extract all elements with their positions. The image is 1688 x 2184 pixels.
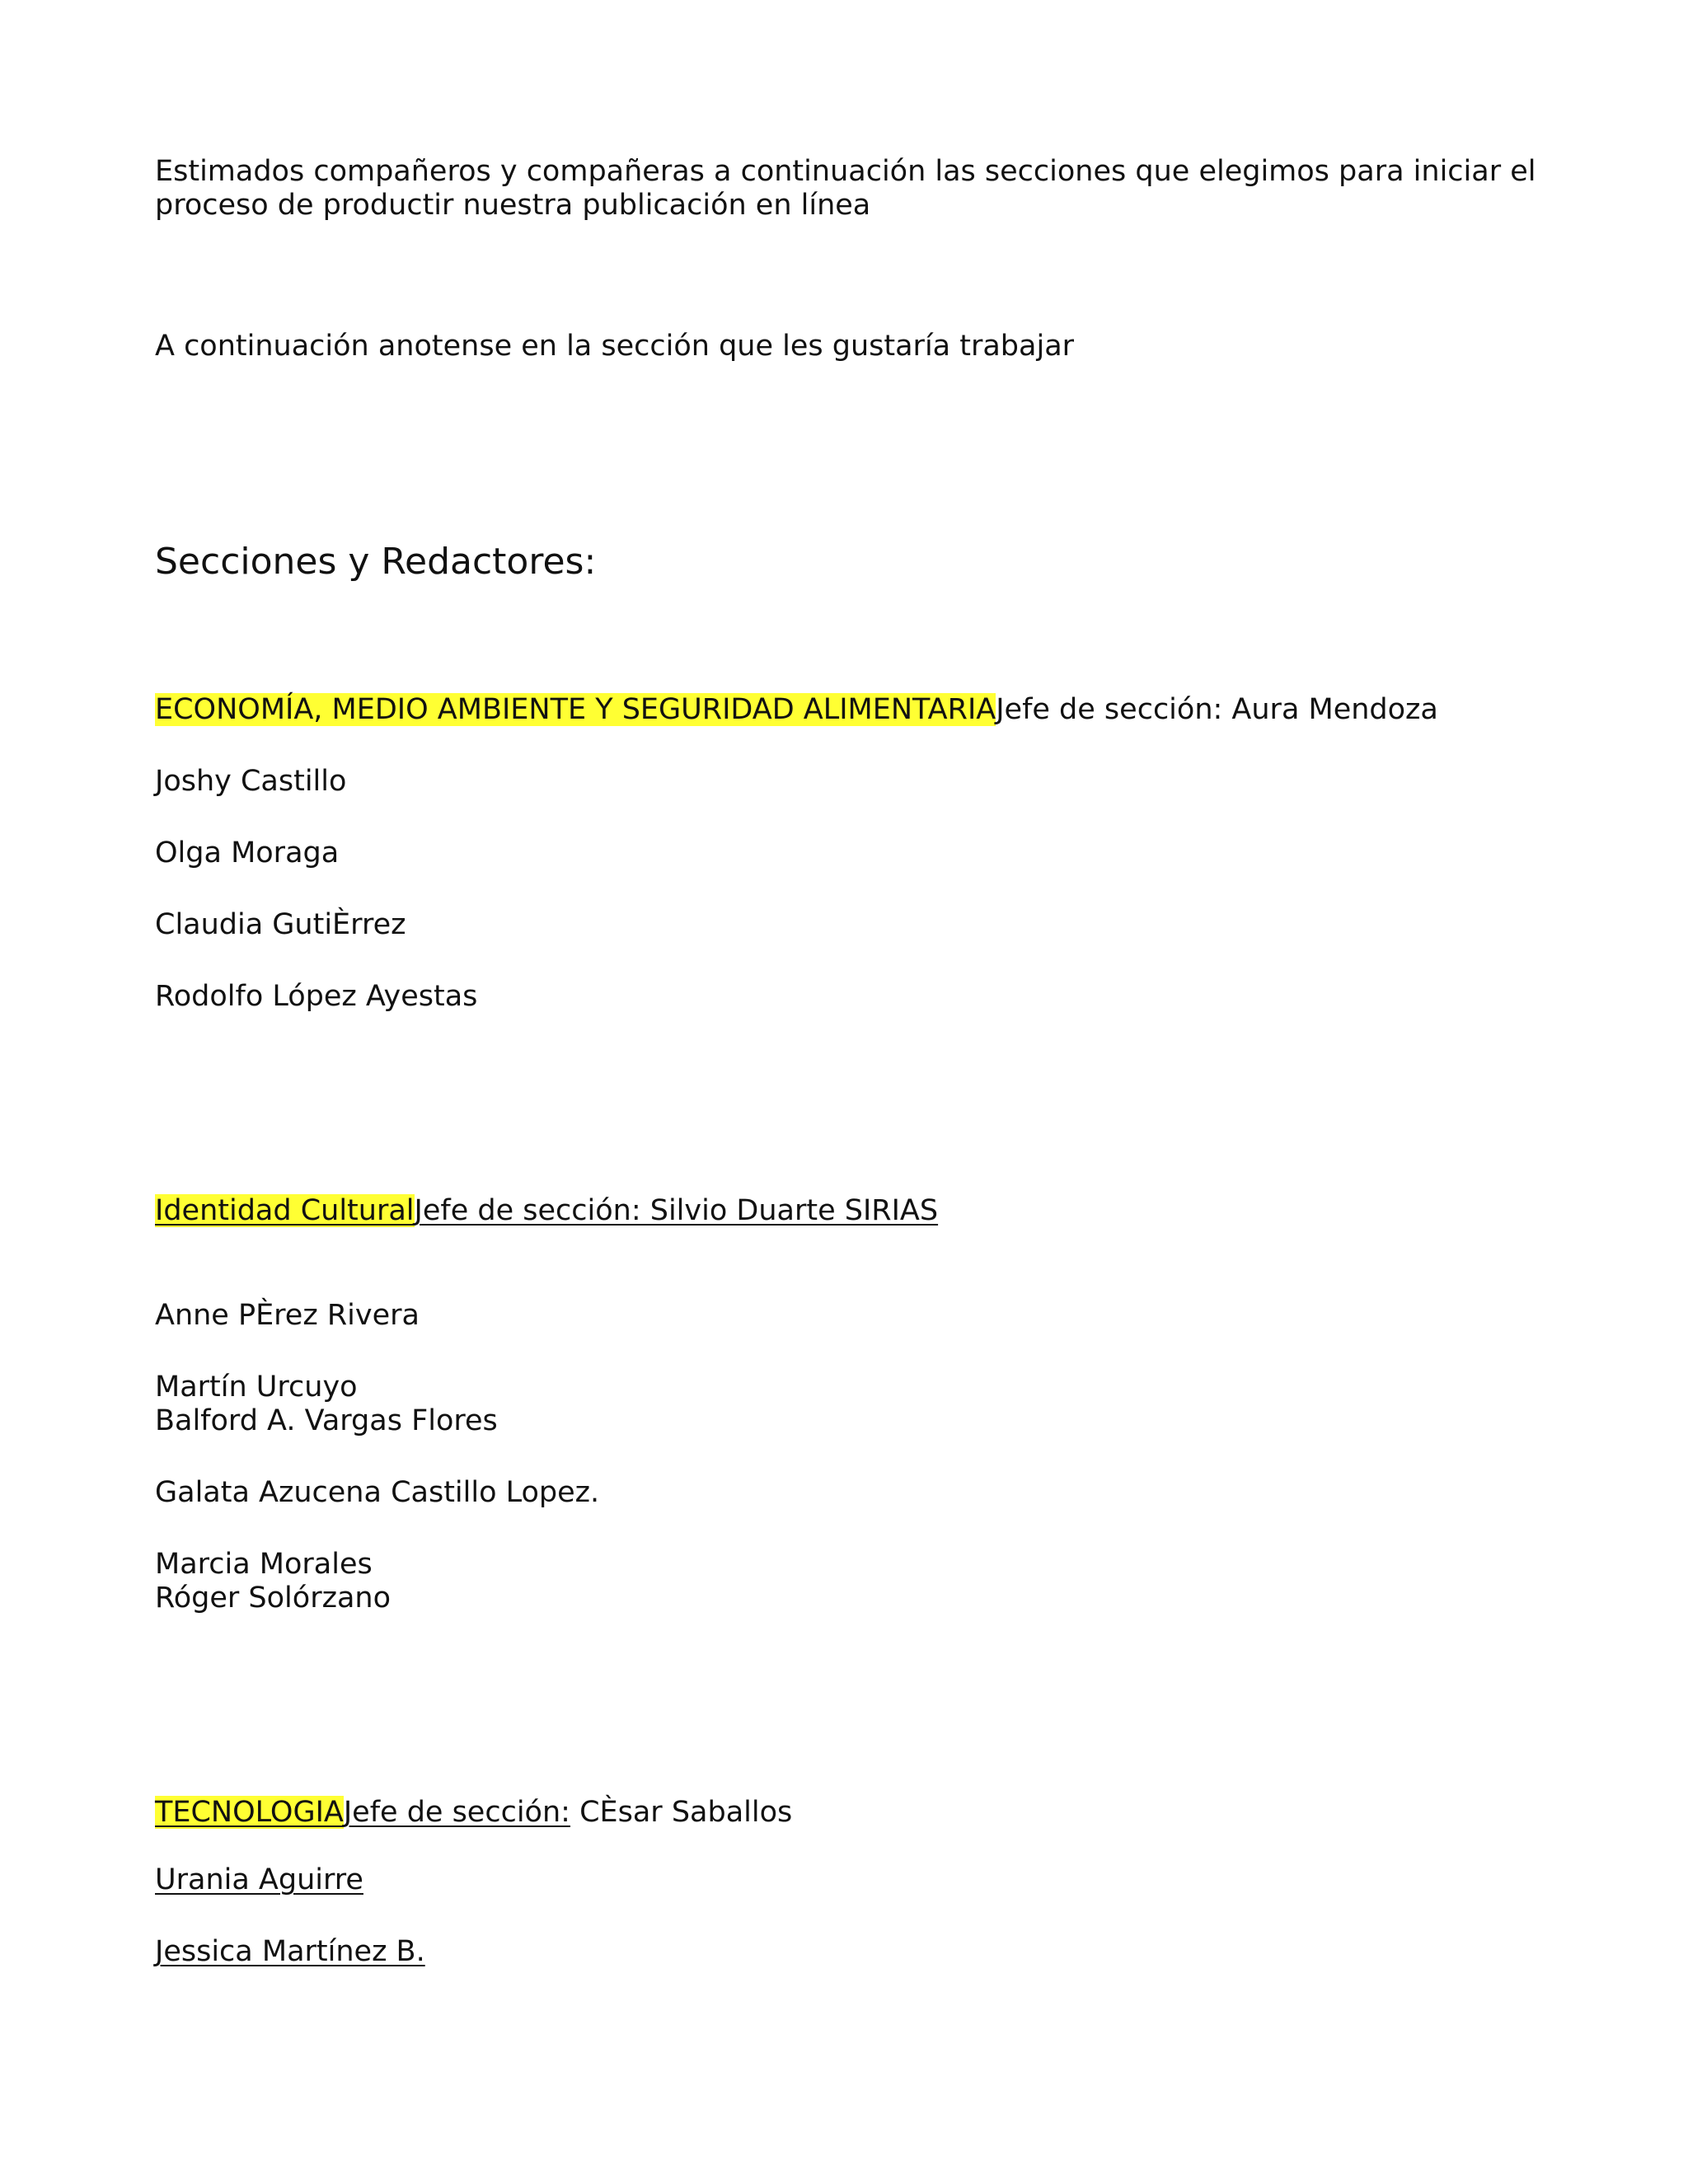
section-chief: Jefe de sección: Aura Mendoza [996, 693, 1438, 726]
member-name: Galata Azucena Castillo Lopez. [155, 1476, 600, 1509]
section-tecnologia-header [155, 1796, 792, 1830]
instruction-text: A continuación anotense en la sección que les gustaría trabajar [155, 330, 1075, 363]
member-name: Joshy Castillo [155, 765, 347, 798]
member-name: Claudia GutiÈrrez [155, 908, 406, 941]
member-name: Urania Aguirre [155, 1863, 363, 1896]
member-name: Anne PÈrez Rivera [155, 1299, 420, 1332]
member-name: Marcia Morales [155, 1548, 373, 1581]
section-name-highlight: Identidad Cultural [155, 1194, 415, 1227]
intro-line-2: proceso de productir nuestra publicación en línea [155, 189, 871, 222]
member-name: Jessica Martínez B. [155, 1935, 425, 1968]
section-name-highlight: TECNOLOGIA [155, 1796, 344, 1829]
section-economia-header [155, 693, 1438, 727]
sections-heading: Secciones y Redactores: [155, 541, 597, 583]
member-name: Balford A. Vargas Flores [155, 1404, 498, 1437]
section-identidad-header [155, 1194, 938, 1228]
section-chief: Jefe de sección: Silvio Duarte SIRIAS [414, 1194, 939, 1227]
member-name: Martín Urcuyo [155, 1371, 358, 1404]
member-name: Rodolfo López Ayestas [155, 980, 478, 1013]
member-name: Róger Solórzano [155, 1582, 391, 1615]
section-chief-name: CÈsar Saballos [570, 1796, 793, 1829]
intro-line-1: Estimados compañeros y compañeras a continuación las secciones que elegimos para iniciar el [155, 155, 1536, 188]
section-chief-label: Jefe de sección: [343, 1796, 570, 1829]
member-name: Olga Moraga [155, 837, 340, 869]
section-name-highlight: ECONOMÍA, MEDIO AMBIENTE Y SEGURIDAD ALIMENTARIA [155, 693, 996, 726]
